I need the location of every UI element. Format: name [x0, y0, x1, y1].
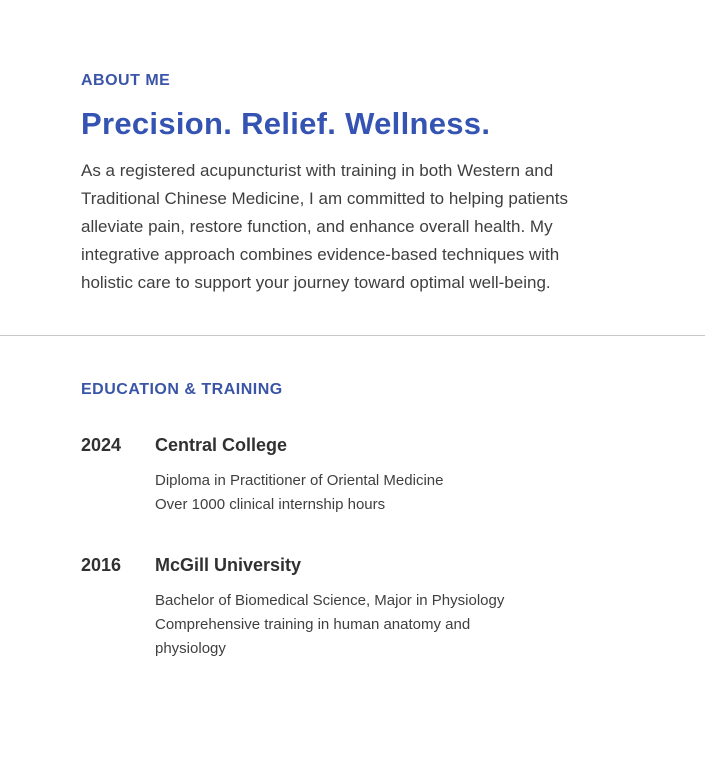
- entry-institution: Central College: [155, 435, 288, 455]
- about-heading: Precision. Relief. Wellness.: [81, 106, 491, 141]
- entry-detail-line: Comprehensive training in human anatomy and physiology: [155, 616, 471, 657]
- entry-detail-line: Over 1000 clinical internship hours: [155, 496, 386, 513]
- entry-year: 2024: [81, 435, 122, 455]
- about-section: [0, 0, 705, 297]
- entry-content: [155, 554, 650, 661]
- entry-detail-line: Diploma in Practitioner of Oriental Medicine: [155, 472, 444, 489]
- education-entry: [81, 554, 650, 661]
- education-section: [0, 336, 705, 661]
- entry-content: [155, 434, 650, 517]
- education-label: EDUCATION & TRAINING: [81, 381, 283, 398]
- education-entry: [81, 434, 650, 517]
- about-paragraph: As a registered acupuncturist with training in both Western and Traditional Chinese Medicine, I am committed to helping patients alleviate pain, restore function, and enhance overall health. My integrative approach combines evidence-based techniques with holistic care to support your journey toward optimal well-being.: [81, 161, 568, 292]
- entry-year: 2016: [81, 555, 122, 575]
- entry-detail-line: Bachelor of Biomedical Science, Major in Physiology: [155, 592, 505, 609]
- entry-institution: McGill University: [155, 555, 302, 575]
- entry-details: [155, 469, 520, 517]
- entry-details: [155, 589, 520, 661]
- about-me-label: ABOUT ME: [81, 72, 171, 89]
